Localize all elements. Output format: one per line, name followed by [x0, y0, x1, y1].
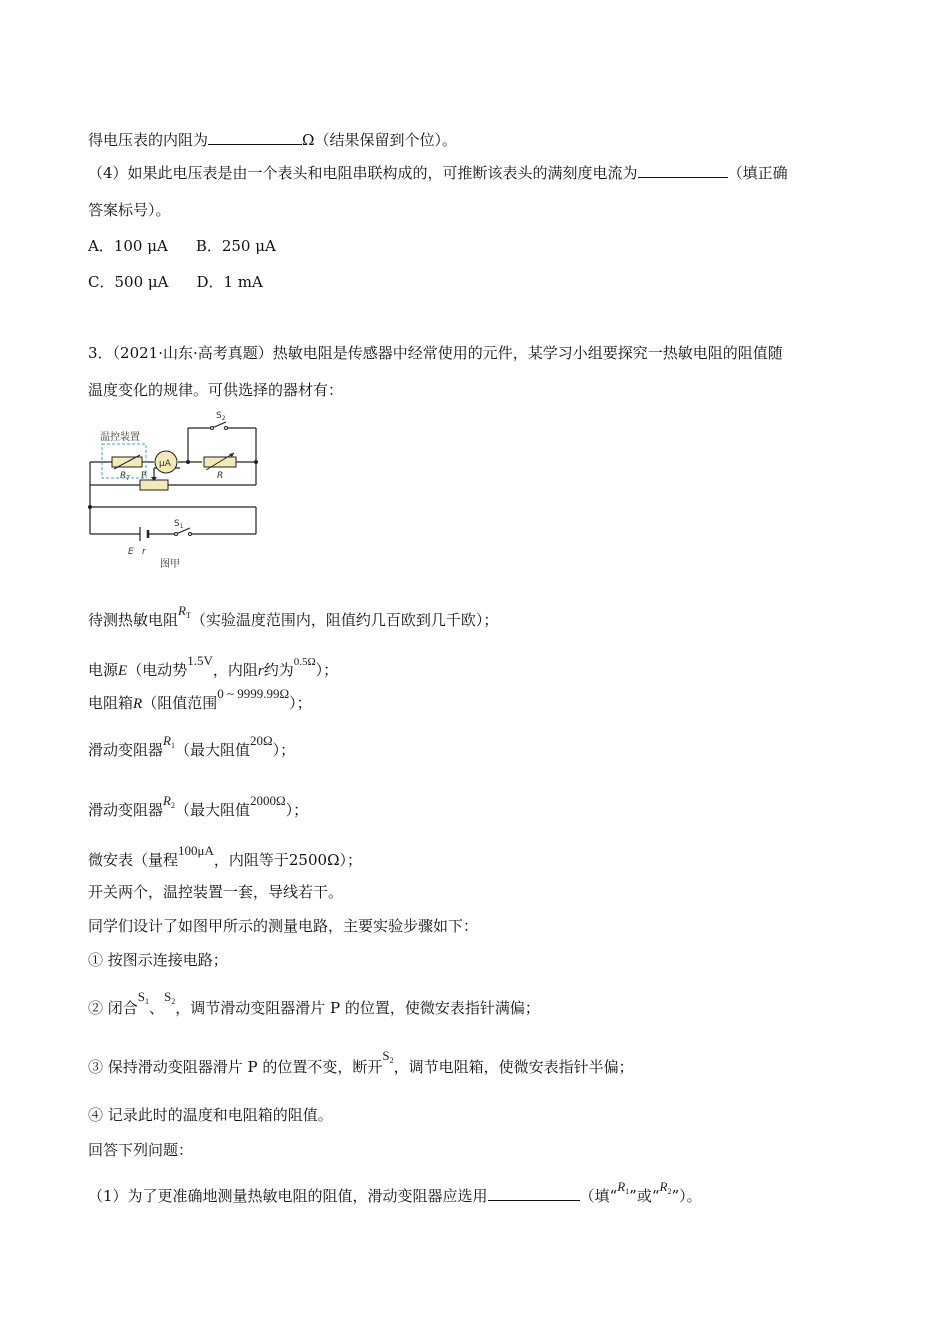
rheostat-icon — [140, 480, 168, 490]
equip-resistance-box: 电阻箱R（阻值范围0 ~ 9999.99Ω）； — [88, 686, 312, 712]
label-s1: $S_1$ — [174, 519, 184, 530]
problem-3-title: 3．（2021·山东·高考真题）热敏电阻是传感器中经常使用的元件，某学习小组要探究一热敏电阻的阻值随 — [88, 344, 783, 362]
problem-3-line2: 温度变化的规律。可供选择的器材有： — [88, 381, 344, 399]
label-rt: $R_T$ — [120, 471, 130, 482]
equip-microammeter: 微安表（量程100μA，内阻等于2500Ω）； — [88, 843, 363, 869]
label-temp-control: 温控装置 — [100, 432, 140, 443]
option-a: A．100 μA — [88, 237, 168, 255]
label-s2: $S_2$ — [216, 411, 226, 422]
equip-thermistor: 待测热敏电阻$R_T$（实验温度范围内，阻值约几百欧到几千欧）； — [88, 603, 499, 629]
label-r-internal: r — [142, 547, 146, 557]
option-row-2 — [88, 272, 263, 292]
step-3: ③ 保持滑动变阻器滑片 P 的位置不变，断开$S_2$，调节电阻箱，使微安表指针半偏； — [88, 1048, 634, 1076]
question-4-cont: 答案标号）。 — [88, 201, 171, 219]
option-d: D．1 mA — [196, 273, 263, 291]
step-2: ② 闭合$S_1$、$S_2$，调节滑动变阻器滑片 P 的位置，使微安表指针满偏； — [88, 989, 540, 1017]
label-r: R — [217, 471, 224, 481]
text-line: 得电压表的内阻为 Ω（结果保留到个位）。 — [88, 131, 457, 149]
label-microammeter: μA — [159, 459, 171, 469]
step-4: ④ 记录此时的温度和电阻箱的阻值。 — [88, 1106, 333, 1124]
answer-blank[interactable] — [638, 163, 728, 178]
answer-prompt: 回答下列问题： — [88, 1141, 194, 1159]
option-c: C．500 μA — [88, 273, 169, 291]
answer-blank[interactable] — [488, 1186, 580, 1201]
option-row-1 — [88, 236, 276, 256]
question-4: （4）如果此电压表是由一个表头和电阻串联构成的，可推断该表头的满刻度电流为 （填正确 — [88, 164, 788, 182]
question-1: （1）为了更准确地测量热敏电阻的阻值，滑动变阻器应选用 （填“$R_1$”或“$R_2$”）。 — [88, 1179, 702, 1205]
equip-source: 电源E（电动势1.5V，内阻r约为$^{0.5\Omega}$）； — [88, 653, 339, 679]
circuit-diagram — [84, 406, 274, 576]
label-e: E — [128, 547, 134, 557]
equip-rheostat-r2: 滑动变阻器$R_2$（最大阻值2000Ω）； — [88, 793, 309, 819]
figure-caption: 图甲 — [160, 559, 180, 570]
step-1: ① 按图示连接电路； — [88, 951, 228, 969]
label-p: P — [141, 471, 147, 481]
answer-blank[interactable] — [208, 130, 302, 145]
option-b: B．250 μA — [195, 237, 276, 255]
equip-switches: 开关两个，温控装置一套，导线若干。 — [88, 883, 344, 901]
equip-rheostat-r1: 滑动变阻器$R_1$（最大阻值20Ω）； — [88, 733, 296, 759]
steps-intro: 同学们设计了如图甲所示的测量电路，主要实验步骤如下： — [88, 917, 479, 935]
